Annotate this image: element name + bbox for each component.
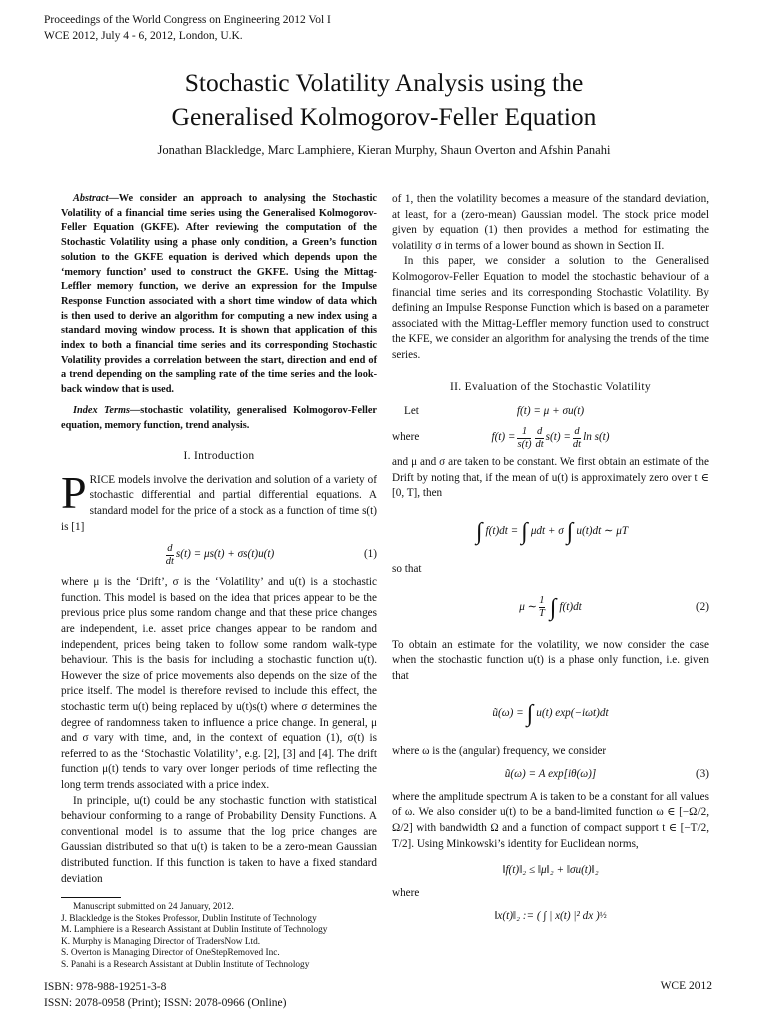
footnote-line: S. Overton is Managing Director of OneStepRemoved Inc. bbox=[61, 948, 280, 959]
intro-paragraph-1-text: RICE models involve the derivation and solution of a variety of stochastic differential and partial differential equations. A standard model for the price of a stock as a function of time s(t) is [1] bbox=[61, 473, 377, 533]
d-dt-fraction-2: $\frac{d}{dt}$ bbox=[572, 425, 582, 450]
equation-2 bbox=[392, 582, 709, 634]
where-line-1 bbox=[392, 421, 709, 455]
footnote-line: J. Blackledge is the Stokes Professor, Dublin Institute of Technology bbox=[61, 913, 317, 924]
proceedings-header bbox=[44, 12, 331, 44]
equation-3-body: ũ(ω) = A exp[iθ(ω)] bbox=[504, 768, 597, 781]
right-column bbox=[392, 192, 709, 932]
integral-sign: ∫ bbox=[526, 701, 534, 728]
footnote-rule bbox=[61, 897, 121, 898]
abstract-label: Abstract bbox=[73, 193, 109, 204]
fourier-lhs: ũ(ω) = bbox=[492, 707, 524, 720]
drop-cap: P bbox=[61, 466, 87, 518]
norm-exponent: ½ bbox=[599, 911, 607, 922]
footnotes bbox=[61, 902, 377, 971]
where-word-2: where bbox=[392, 887, 420, 900]
footnote-line: M. Lamphiere is a Research Assistant at Dublin Institute of Technology bbox=[61, 925, 328, 936]
issn: ISSN: 2078-0958 (Print); ISSN: 2078-0966 (Online) bbox=[44, 996, 287, 1009]
integral-sign: ∫ bbox=[521, 518, 528, 545]
right-paragraph-6: where the amplitude spectrum A is taken to be a constant for all values of ω. We also consider u(t) to be a band-limited function ω ∈ [−Ω/2, Ω/2] with bandwidth Ω and a function of compact support t ∈ [−T/2, T/2]. Using Minkowski’s identity for Euclidean norms, bbox=[392, 790, 709, 850]
equation-2-rhs: f(t)dt bbox=[559, 600, 582, 613]
intro-paragraph-1 bbox=[61, 466, 377, 535]
equation-1-rhs: s(t) = μs(t) + σs(t)u(t) bbox=[175, 548, 275, 561]
index-terms-label: Index Terms bbox=[73, 404, 130, 416]
integral-part-c: u(t)dt ∼ μT bbox=[576, 525, 629, 538]
equation-3 bbox=[392, 764, 709, 786]
footer-conference: WCE 2012 bbox=[660, 980, 712, 992]
author-list: Jonathan Blackledge, Marc Lamphiere, Kieran Murphy, Shaun Overton and Afshin Panahi bbox=[157, 143, 611, 157]
right-paragraph-4: To obtain an estimate for the volatility, we now consider the case when the stochastic function u(t) is a phase only function, i.e. given that bbox=[392, 638, 709, 682]
right-paragraph-3: and μ and σ are taken to be constant. We first obtain an estimate of the Drift by noting that, if the mean of u(t) is approximately zero over t ∈ [0, T], then bbox=[392, 456, 709, 500]
equation-1-number: (1) bbox=[363, 548, 377, 561]
let-word: Let bbox=[404, 405, 419, 418]
footnote-line: S. Panahi is a Research Assistant at Dublin Institute of Technology bbox=[61, 959, 310, 970]
integral-sign: ∫ bbox=[566, 518, 574, 545]
integral-sign: ∫ bbox=[475, 518, 483, 545]
paper-title bbox=[0, 66, 768, 134]
norm-definition-body: ‖x(t)‖₂ := ( ∫ | x(t) |² dx ) bbox=[494, 910, 600, 923]
intro-paragraph-2: where μ is the ‘Drift’, σ is the ‘Volatility’ and u(t) is a stochastic function. This model is based on the idea that prices appear to be the previous price plus some random change and that these price changes are independent, i.e. asset price changes appear to be random and independent, prices being taken to follow some random walk-type behaviour. This is the basis for including a stochastic function u(t). However the size of price movements also depends on the size of the price itself. The model is therefore revised to include this effect, the stochastic term u(t) being replaced by u(t)s(t) where σ determines the degree of randomness taken to influence a price change. In general, μ and σ vary with time, and, in the context of equation (1), σ(t) is referred to as the ‘Stochastic Volatility’, e.g. [2], [3] and [4]. The drift function μ(t) tends to vary over longer periods of time reflecting the long term trends associated with a price index. bbox=[61, 576, 377, 791]
minkowski-equation bbox=[392, 860, 709, 882]
let-line bbox=[392, 403, 709, 421]
title-line-2: Generalised Kolmogorov-Feller Equation bbox=[171, 102, 597, 131]
footnote-line: K. Murphy is Managing Director of TradersNow Ltd. bbox=[61, 936, 261, 947]
abstract bbox=[61, 192, 377, 398]
d-dt-fraction: $\frac{d}{dt}$ bbox=[535, 425, 544, 450]
equation-2-lhs: μ ∼ bbox=[519, 600, 537, 613]
header-line-1: Proceedings of the World Congress on Engineering 2012 Vol I bbox=[44, 14, 331, 26]
minkowski-body: ‖f(t)‖₂ ≤ ‖μ‖₂ + ‖σu(t)‖₂ bbox=[502, 864, 599, 877]
so-that-line: so that bbox=[392, 562, 422, 575]
equation-1 bbox=[61, 539, 377, 571]
equation-f2-mid: s(t) = bbox=[545, 431, 571, 444]
section-2-heading: II. Evaluation of the Stochastic Volatility bbox=[450, 380, 651, 393]
equation-f-derivative: f(t) = $\frac{1}{s(t)}$ $\frac{d}{dt}$ s(t) = $\frac{d}{dt}$ ln s(t) bbox=[491, 425, 610, 450]
section-1-heading: I. Introduction bbox=[183, 450, 255, 463]
abstract-text: —We consider an approach to analysing the Stochastic Volatility of a financial time series using the Generalised Kolmogorov-Feller Equation (GKFE). After reviewing the computation of the Stochastic Volatility using a phase only condition, a Green’s function solution to the GKFE equation is derived which depends upon the ‘memory function’ used to construct the GKFE. Using the Mittag-Leffler memory function, we derive an expression for the Impulse Response Function associated with a short time window of data which is then used to derive an algorithm for computing a new index using a standard moving window process. It is shown that application of this index to both a financial time series and its corresponding Stochastic Volatility provides a correlation between the start, direction and end of a trend depending on the sampling rate of the time series and the look-back window that is used. bbox=[61, 193, 377, 396]
fourier-transform-equation bbox=[392, 688, 709, 740]
where-word-1: where bbox=[392, 431, 420, 444]
equation-3-number: (3) bbox=[695, 768, 709, 781]
intro-paragraph-3: In principle, u(t) could be any stochastic function with statistical behaviour conforming to a range of Probability Density Functions. A conventional model is to assume that the log price changes are Gaussian distributed so that u(t) is taken to be a zero-mean Gaussian distributed function. If this function is taken to have a fixed standard deviation bbox=[61, 794, 377, 885]
right-paragraph-5: where ω is the (angular) frequency, we consider bbox=[392, 745, 607, 758]
equation-2-number: (2) bbox=[695, 600, 709, 613]
isbn: ISBN: 978-988-19251-3-8 bbox=[44, 981, 167, 993]
right-paragraph-2: In this paper, we consider a solution to the Generalised Kolmogorov-Feller Equation to model the stochastic behaviour of a financial time series and its corresponding Stochastic Volatility. By defining an Impulse Response Function which is based on a parameter associated with the Mittag-Leffler memory function used to construct the KFE, we consider an algorithm for analysing the trends of the time series. bbox=[392, 255, 709, 361]
integral-part-b: μdt + σ bbox=[530, 525, 564, 538]
drift-integral-equation bbox=[392, 506, 709, 558]
integral-sign: ∫ bbox=[549, 594, 557, 621]
one-over-s-fraction: $\frac{1}{s(t)}$ bbox=[517, 425, 532, 450]
equation-f: f(t) = μ + σu(t) bbox=[516, 405, 585, 418]
index-terms bbox=[61, 404, 377, 433]
footnote-line: Manuscript submitted on 24 January, 2012. bbox=[73, 902, 234, 913]
right-paragraph-1: of 1, then the volatility becomes a measure of the standard deviation, at least, for a (zero-mean) Gaussian model. The stock price model given by equation (1) then provides a method for estimating the volatility σ in terms of a lower bound as shown in Section II. bbox=[392, 193, 709, 252]
fourier-rhs: u(t) exp(−iωt)dt bbox=[536, 707, 609, 720]
integral-part-a: f(t)dt = bbox=[485, 525, 519, 538]
title-line-1: Stochastic Volatility Analysis using the bbox=[184, 68, 584, 97]
index-terms-text: —stochastic volatility, generalised Kolmogorov-Feller equation, memory function, trend analysis. bbox=[61, 404, 377, 431]
equation-f2-end: ln s(t) bbox=[583, 431, 610, 444]
header-line-2: WCE 2012, July 4 - 6, 2012, London, U.K. bbox=[44, 30, 243, 42]
derivative-fraction: $\frac{d}{dt}$ bbox=[165, 542, 174, 567]
footer-identifiers bbox=[44, 980, 286, 1011]
one-over-T-fraction: $\frac{1}{T}$ bbox=[539, 595, 545, 619]
norm-definition-equation bbox=[392, 906, 709, 928]
left-column bbox=[61, 192, 377, 971]
